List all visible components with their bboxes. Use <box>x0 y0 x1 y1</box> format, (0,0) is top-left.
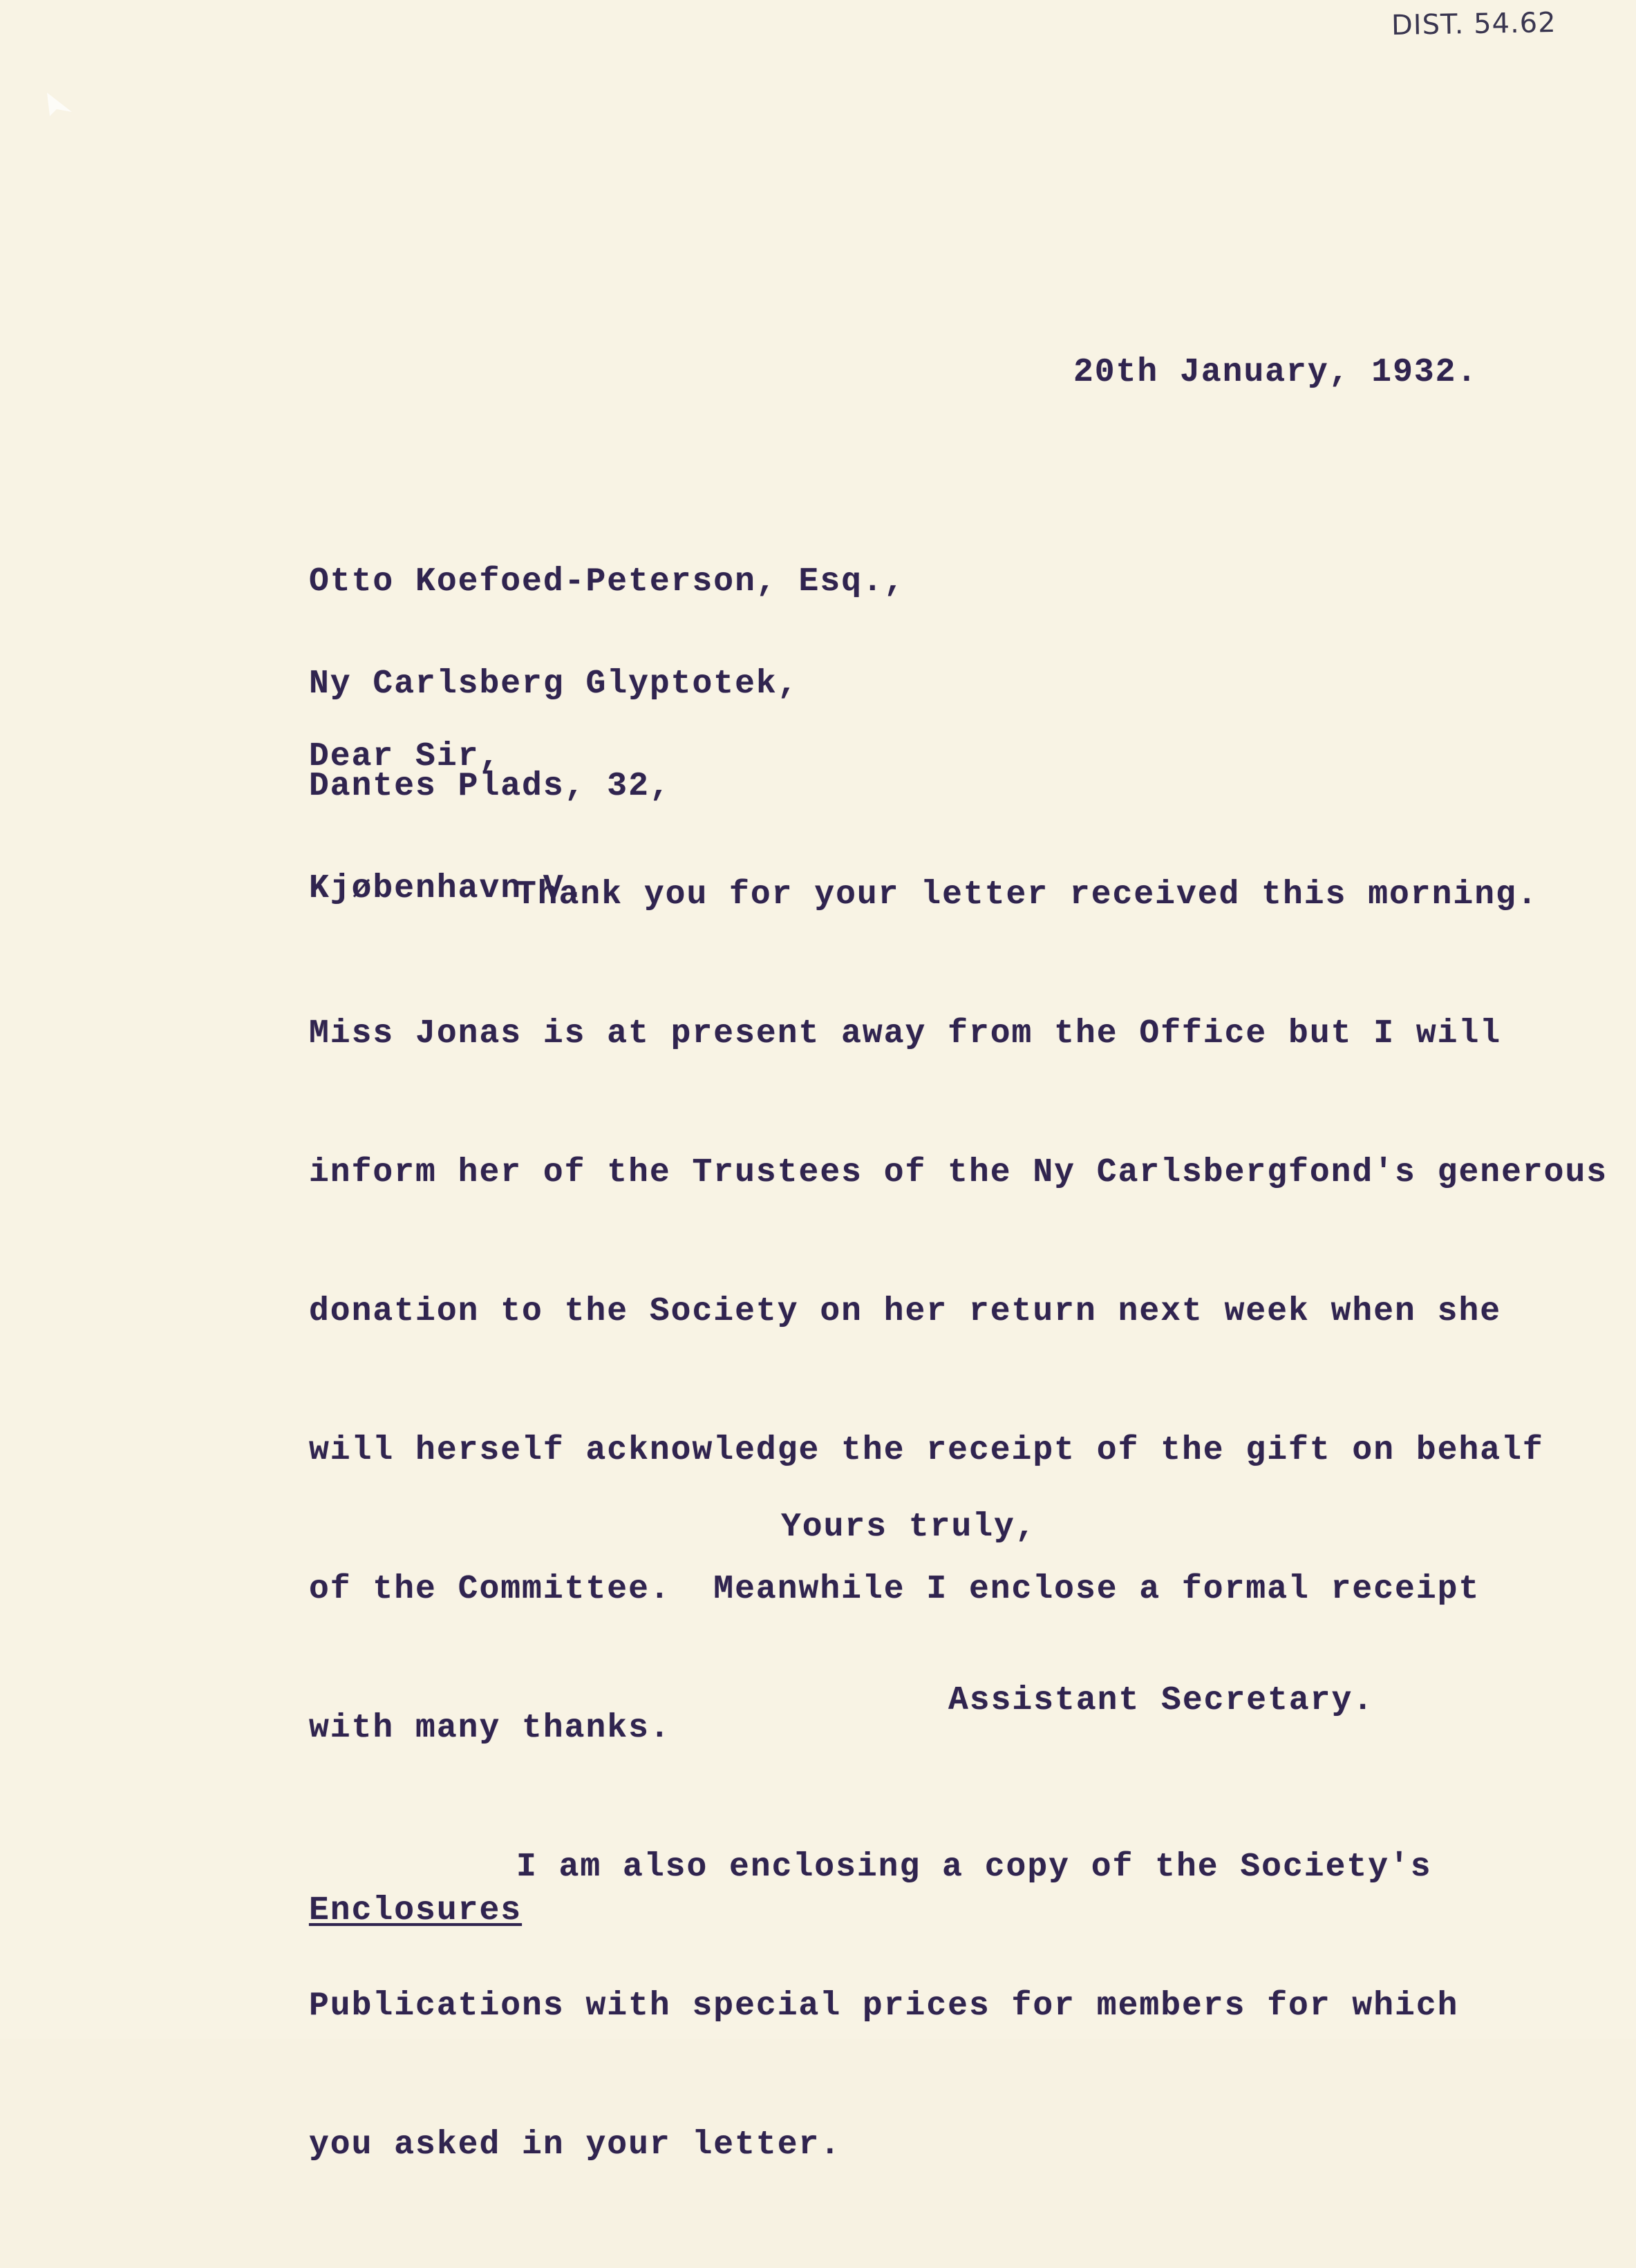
body-line: I am also enclosing a copy of the Society's <box>516 1849 1432 1886</box>
recipient-name: Otto Koefoed-Peterson, Esq., <box>309 563 905 601</box>
archive-reference: DIST. 54.62 <box>1391 6 1557 42</box>
signature-title: Assistant Secretary. <box>948 1682 1375 1719</box>
body-line: Publications with special prices for members for which <box>309 1987 1459 2025</box>
corner-mark-icon <box>43 88 76 122</box>
body-line: will herself acknowledge the receipt of the gift on behalf <box>309 1432 1544 1469</box>
body-line: inform her of the Trustees of the Ny Carlsbergfond's generous <box>309 1154 1608 1191</box>
letter-date: 20th January, 1932. <box>1073 354 1478 391</box>
body-line: of the Committee. Meanwhile I enclose a formal receipt <box>309 1571 1480 1608</box>
salutation: Dear Sir, <box>309 738 501 775</box>
body-line: Miss Jonas is at present away from the Office but I will <box>309 1015 1502 1052</box>
body-line: Thank you for your letter received this morning. <box>516 876 1539 914</box>
recipient-street: Dantes Plads, 32, <box>309 768 671 805</box>
body-line: with many thanks. <box>309 1710 671 1747</box>
recipient-institution: Ny Carlsberg Glyptotek, <box>309 665 799 703</box>
recipient-city: Kjøbenhavn V. <box>309 870 586 907</box>
complimentary-close: Yours truly, <box>781 1509 1037 1546</box>
enclosures-label: Enclosures <box>309 1892 523 1929</box>
body-line: donation to the Society on her return next week when she <box>309 1293 1502 1330</box>
body-line: you asked in your letter. <box>309 2126 842 2164</box>
